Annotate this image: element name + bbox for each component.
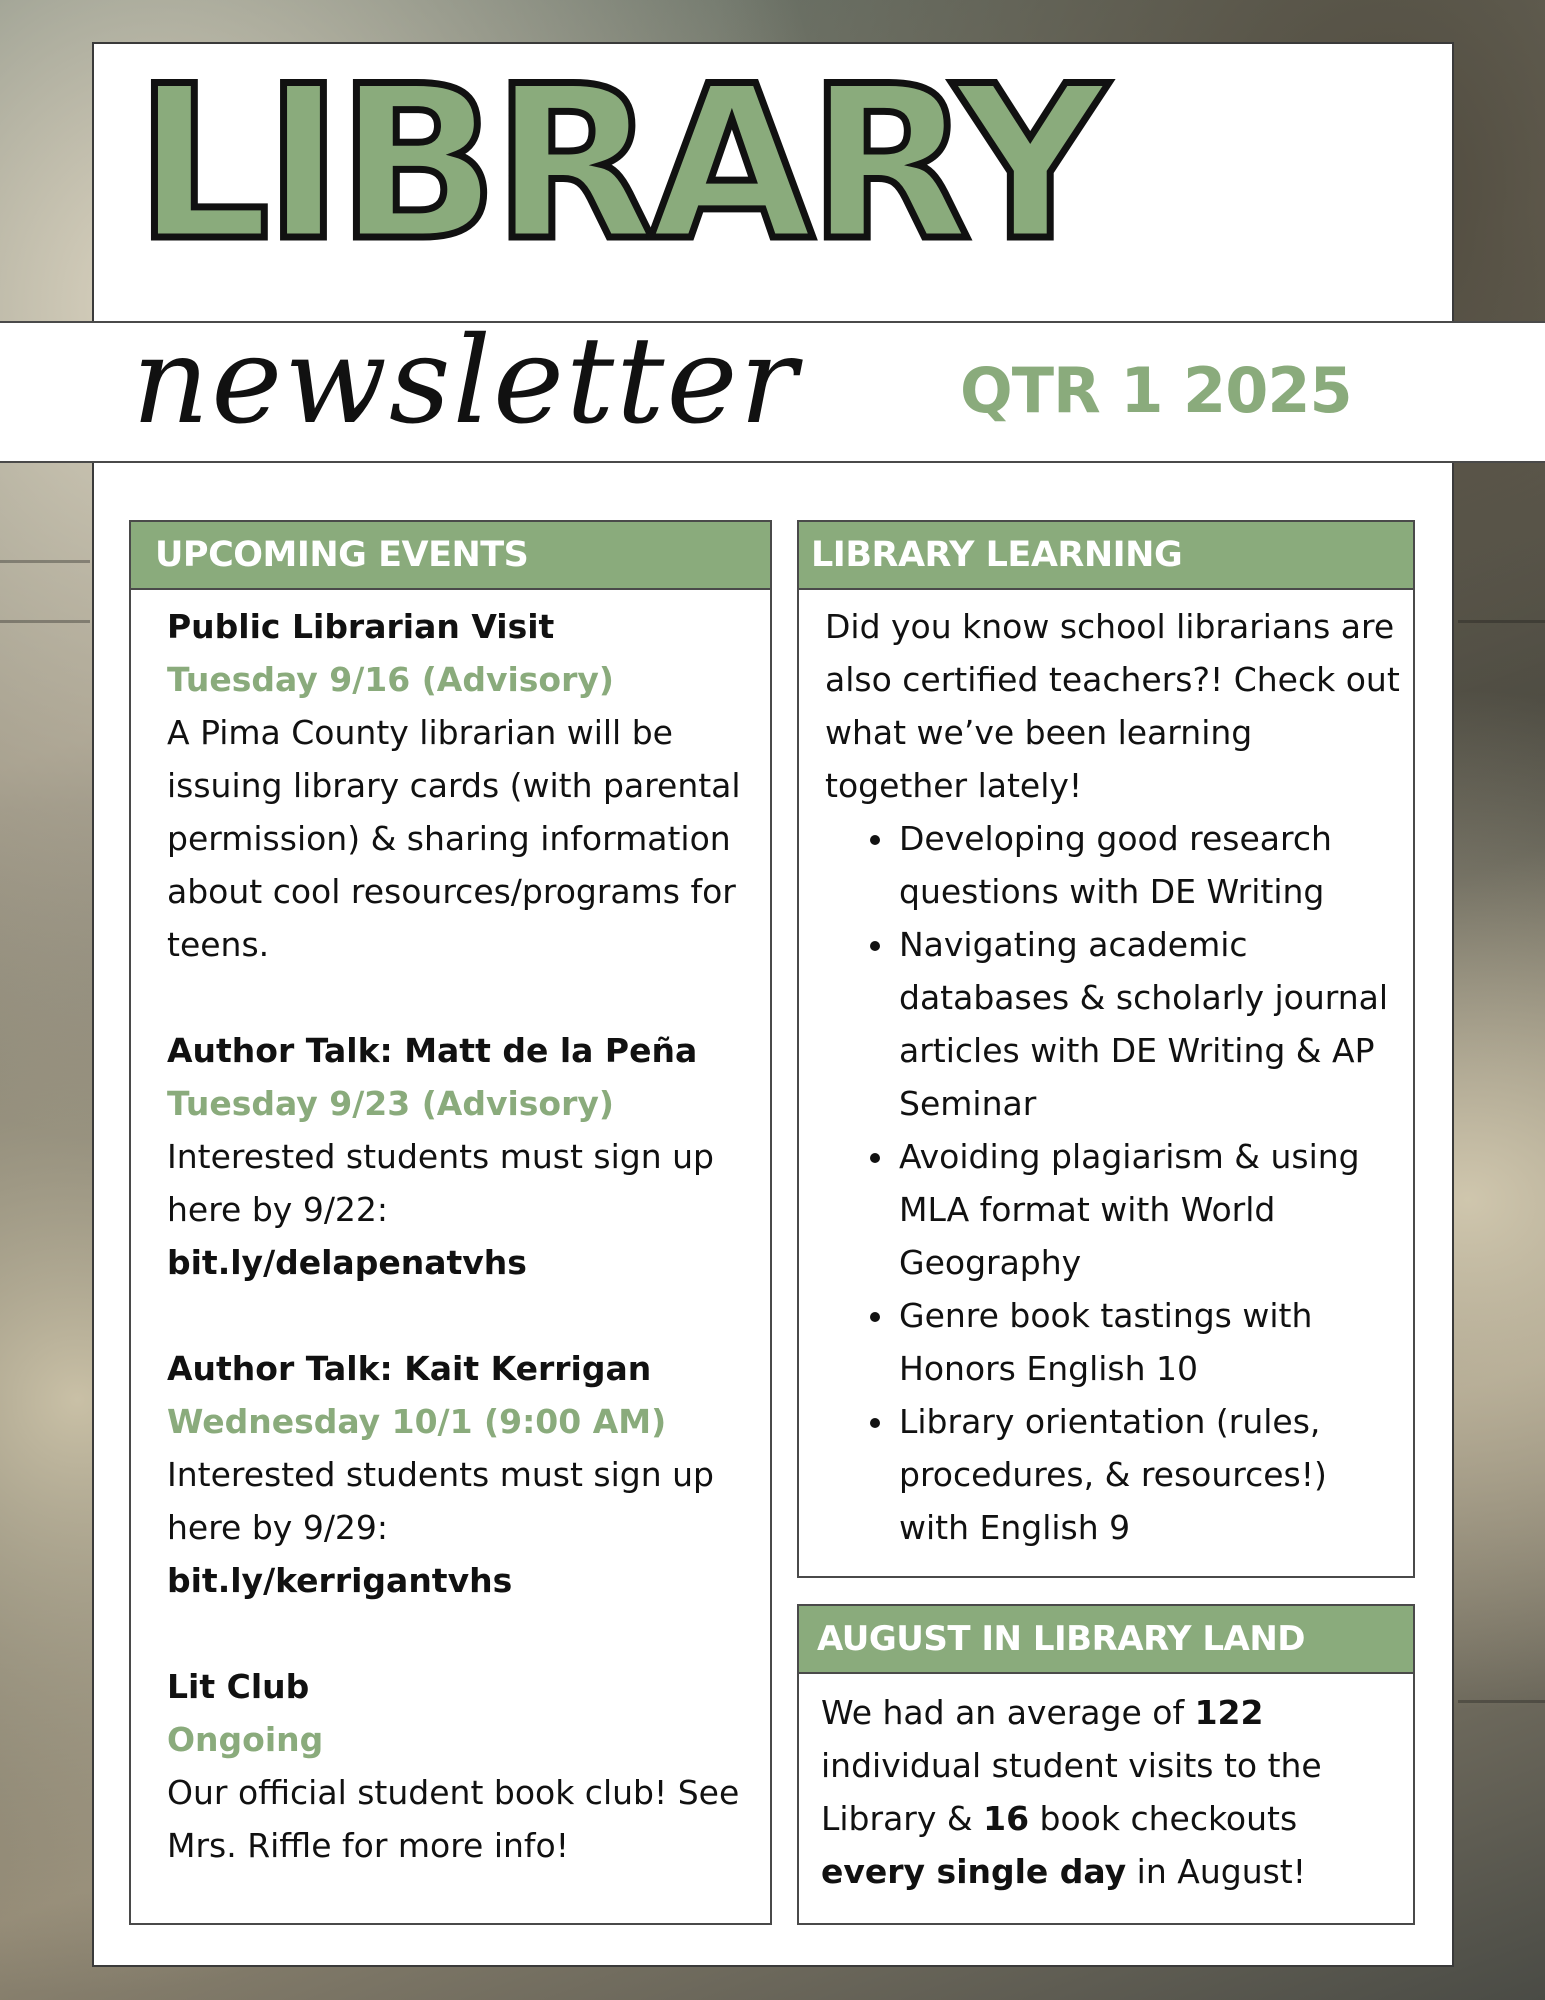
learning-list xyxy=(825,812,1403,1554)
event-description: Interested students must sign up here by 9/22: xyxy=(167,1137,714,1229)
august-stats-box xyxy=(797,1604,1415,1925)
library-learning-heading: LIBRARY LEARNING xyxy=(799,522,1413,590)
learning-content xyxy=(799,590,1413,1554)
event-item xyxy=(167,1660,752,1872)
library-learning-box xyxy=(797,520,1415,1578)
daily-visits-count: 122 xyxy=(1194,1693,1264,1732)
event-date: Ongoing xyxy=(167,1720,324,1759)
every-day-emphasis: every single day xyxy=(821,1852,1127,1891)
august-stats-heading: AUGUST IN LIBRARY LAND xyxy=(799,1606,1413,1674)
event-title: Lit Club xyxy=(167,1667,310,1706)
event-date: Tuesday 9/23 (Advisory) xyxy=(167,1084,614,1123)
event-title: Public Librarian Visit xyxy=(167,607,555,646)
event-item xyxy=(167,1342,752,1607)
background-texture xyxy=(1458,620,1545,623)
upcoming-events-box xyxy=(129,520,772,1925)
event-description: A Pima County librarian will be issuing library cards (with parental permission) & sharing information about cool resources/programs for teens. xyxy=(167,713,741,964)
learning-item: • Library orientation (rules, procedures, & resources!) with English 9 xyxy=(897,1395,1403,1554)
signup-link[interactable]: bit.ly/delapenatvhs xyxy=(167,1243,527,1282)
learning-item: • Navigating academic databases & scholarly journal articles with DE Writing & AP Seminar xyxy=(897,918,1403,1130)
event-date: Wednesday 10/1 (9:00 AM) xyxy=(167,1402,667,1441)
event-title: Author Talk: Kait Kerrigan xyxy=(167,1349,652,1388)
learning-intro: Did you know school librarians are also certified teachers?! Check out what we’ve been learning together lately! xyxy=(825,607,1400,805)
upcoming-events-heading: UPCOMING EVENTS xyxy=(131,522,770,590)
background-texture xyxy=(0,560,90,563)
stats-text: individual student visits to the Library & xyxy=(821,1746,1322,1838)
stats-text: book checkouts xyxy=(1029,1799,1298,1838)
stats-text: We had an average of xyxy=(821,1693,1195,1732)
august-stats-text xyxy=(799,1674,1413,1898)
library-title: LIBRARY xyxy=(135,40,1102,287)
newsletter-script-title: newsletter xyxy=(132,312,799,451)
background-texture xyxy=(0,620,90,623)
event-item xyxy=(167,600,752,971)
events-list xyxy=(131,590,770,1872)
event-date: Tuesday 9/16 (Advisory) xyxy=(167,660,614,699)
event-description: Our official student book club! See Mrs. Riffle for more info! xyxy=(167,1773,740,1865)
event-item xyxy=(167,1024,752,1289)
daily-checkouts-count: 16 xyxy=(983,1799,1030,1838)
learning-item: • Avoiding plagiarism & using MLA format with World Geography xyxy=(897,1130,1403,1289)
edition-label: QTR 1 2025 xyxy=(960,354,1352,427)
event-description: Interested students must sign up here by 9/29: xyxy=(167,1455,714,1547)
learning-item: • Genre book tastings with Honors English 10 xyxy=(897,1289,1403,1395)
stats-text: in August! xyxy=(1126,1852,1306,1891)
signup-link[interactable]: bit.ly/kerrigantvhs xyxy=(167,1561,513,1600)
background-texture xyxy=(1458,1700,1545,1703)
learning-item: • Developing good research questions with DE Writing xyxy=(897,812,1403,918)
event-title: Author Talk: Matt de la Peña xyxy=(167,1031,698,1070)
